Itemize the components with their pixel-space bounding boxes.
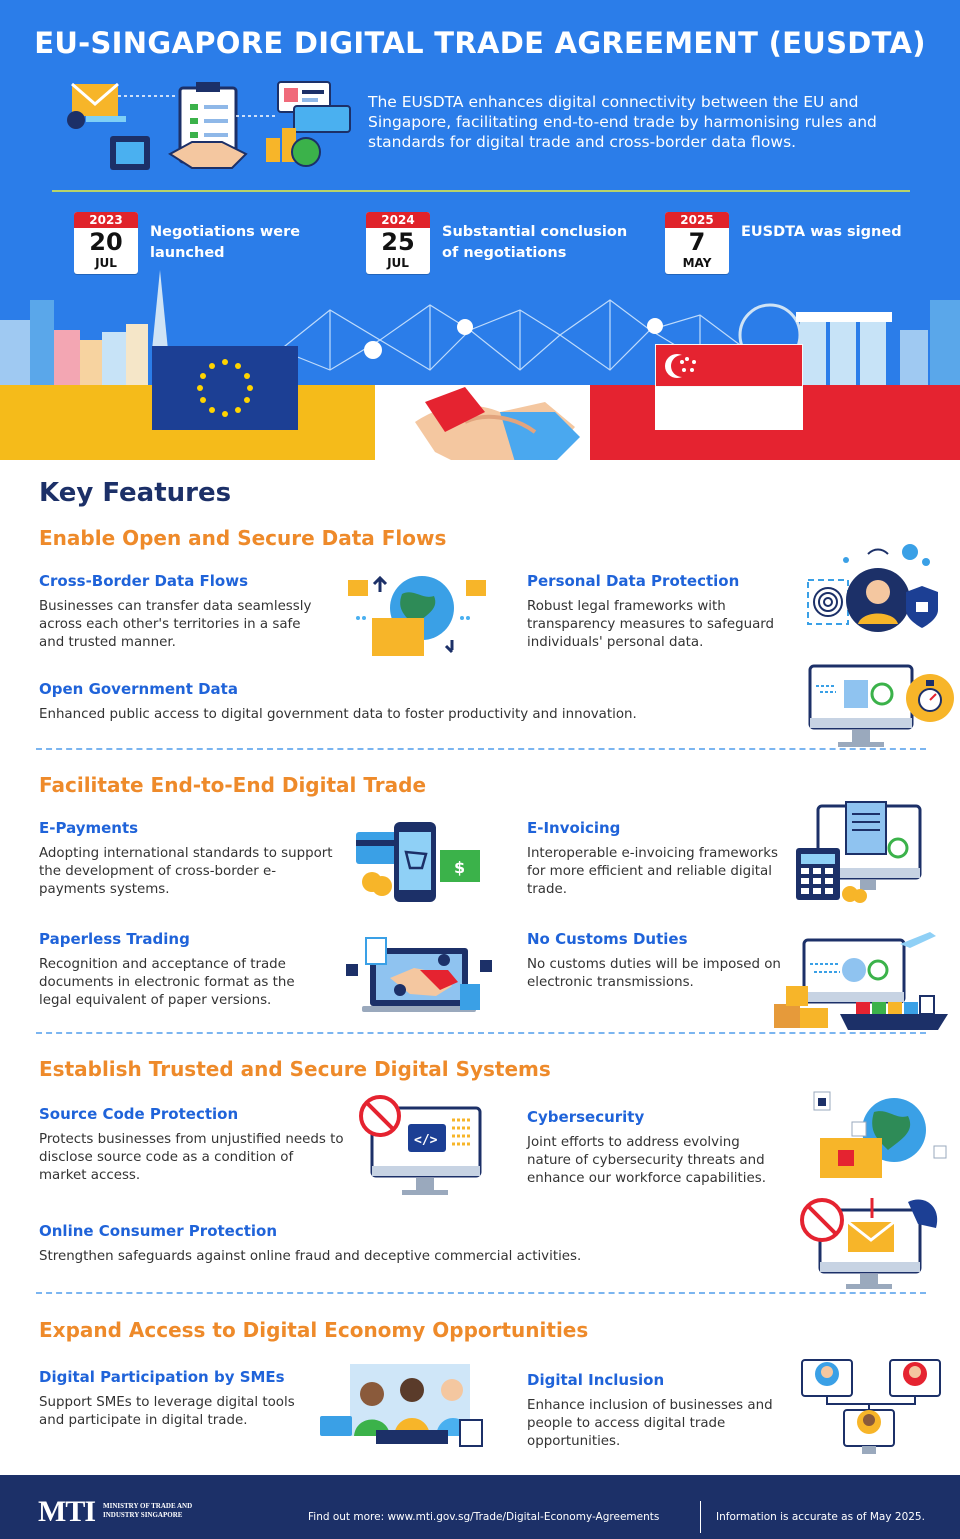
id-card-icon [278,82,350,132]
connected-users-icon [800,1350,946,1462]
globe-lock-icon [808,1088,952,1184]
section-divider [36,1292,926,1294]
feature-desc-cybersecurity: Joint efforts to address evolving nature of cybersecurity threats and enhance our workforce capabilities. [527,1135,766,1186]
feature-title-source-code: Source Code Protection [39,1105,239,1123]
code-monitor-icon [356,1094,486,1200]
laptop-handshake-icon [340,930,500,1018]
feature-desc-inclusion: Enhance inclusion of businesses and people to access digital trade opportunities. [527,1398,773,1449]
envelope-monitor-icon [798,1188,948,1294]
feature-title-consumer: Online Consumer Protection [39,1222,278,1240]
airplane-icon [900,932,936,948]
hero-divider [52,190,910,192]
feature-desc-smes: Support SMEs to leverage digital tools and participate in digital trade. [39,1395,295,1428]
section-title-data-flows: Enable Open and Secure Data Flows [39,526,447,550]
feature-title-personal-data: Personal Data Protection [527,572,740,590]
svg-text:</>: </> [414,1133,438,1148]
feature-title-paperless: Paperless Trading [39,930,190,948]
invoice-calculator-icon [794,800,934,905]
calculator-icon [796,848,840,900]
tablet-icon [110,136,150,170]
timeline-text: Negotiations were launched [150,224,301,261]
calendar-day: 7 [688,228,706,256]
section-divider [36,1032,926,1034]
monitor-icon [810,666,912,747]
feature-title-e-payments: E-Payments [39,819,139,837]
eu-flag-icon [152,346,298,430]
calendar-year: 2025 [665,212,729,228]
stopwatch-icon [906,674,954,722]
calendar-month: JUL [387,256,409,270]
gear-icon [902,544,918,560]
feature-title-inclusion: Digital Inclusion [527,1371,665,1389]
mti-logo-subtitle: MINISTRY OF TRADE AND INDUSTRY SINGAPORE [103,1502,193,1519]
feature-title-open-gov: Open Government Data [39,680,238,698]
handshake-icon [405,382,585,460]
cargo-ship-icon [770,926,952,1036]
digital-trade-illustration [58,76,358,176]
globe-chart-icon [266,128,320,166]
timeline-text: Substantial conclusion of negotiations [442,224,628,261]
globe-folder-icon [344,570,494,662]
section-title-opportunities: Expand Access to Digital Economy Opportunities [39,1318,589,1342]
feature-title-cross-border: Cross-Border Data Flows [39,572,249,590]
feature-title-cybersecurity: Cybersecurity [527,1108,645,1126]
lock-icon [818,1098,826,1106]
svg-text:$: $ [454,858,466,877]
calendar-day: 25 [381,228,415,256]
calendar-month: JUL [95,256,117,270]
crescent-stars-icon [663,350,703,382]
calendar-day: 20 [89,228,123,256]
feature-title-smes: Digital Participation by SMEs [39,1368,285,1386]
section-title-digital-trade: Facilitate End-to-End Digital Trade [39,773,427,797]
hero-banner [0,0,960,460]
calendar-year: 2024 [366,212,430,228]
mti-logo: MTI [38,1495,95,1528]
footer-note: Information is accurate as of May 2025. [716,1511,925,1523]
lock-icon [346,964,358,976]
singapore-flag-icon [655,344,803,430]
feature-title-e-invoicing: E-Invoicing [527,819,621,837]
feature-desc-e-invoicing: Interoperable e-invoicing frameworks for more efficient and reliable digital trade. [527,846,779,897]
lock-icon [480,960,492,972]
node-icon [364,341,382,359]
node-icon [457,319,473,335]
section-title-secure-systems: Establish Trusted and Secure Digital Systems [39,1057,551,1081]
phone-cart-icon [352,818,484,906]
node-icon [647,318,663,334]
page-title: EU-SINGAPORE DIGITAL TRADE AGREEMENT (EUSDTA) [34,26,926,60]
feature-desc-personal-data: Robust legal frameworks with transparency measures to safeguard individuals' personal data. [527,599,775,650]
envelope-icon [848,1222,894,1252]
people-icon [320,1360,492,1452]
feature-desc-consumer: Strengthen safeguards against online fraud and deceptive commercial activities. [39,1249,582,1264]
key-features-heading: Key Features [39,478,232,508]
feature-title-customs: No Customs Duties [527,930,688,948]
fingerprint-icon [814,588,842,616]
calendar-month: MAY [682,256,712,270]
footer-link[interactable]: Find out more: www.mti.gov.sg/Trade/Digital-Economy-Agreements [308,1511,660,1523]
feature-desc-paperless: Recognition and acceptance of trade documents in electronic format as the legal equivalent of paper versions. [39,957,295,1008]
email-icon [67,84,126,129]
no-entry-icon [361,1097,399,1135]
hero-description: The EUSDTA enhances digital connectivity between the EU and Singapore, facilitating end-to-end trade by harmonising rules and standards for digital trade and cross-border data flows. [368,93,877,151]
code-icon [408,1124,446,1152]
calendar-year: 2023 [74,212,138,228]
timeline-text: EUSDTA was signed [741,224,902,240]
fingerprint-shield-icon [802,540,942,640]
footer [0,1475,960,1539]
feature-desc-open-gov: Enhanced public access to digital government data to foster productivity and innovation. [39,707,637,722]
no-entry-icon [802,1200,842,1240]
feature-desc-cross-border: Businesses can transfer data seamlessly across each other's territories in a safe and trusted manner. [39,599,312,650]
feature-desc-source-code: Protects businesses from unjustified needs to disclose source code as a condition of market access. [39,1132,344,1183]
feature-desc-customs: No customs duties will be imposed on electronic transmissions. [527,957,781,990]
feature-desc-e-payments: Adopting international standards to support the development of cross-border e-payments systems. [39,846,333,897]
footer-separator [700,1501,701,1533]
lock-icon [838,1150,854,1166]
monitor-stopwatch-icon [806,660,956,752]
flag-white-half [655,387,803,430]
section-divider [36,748,926,750]
